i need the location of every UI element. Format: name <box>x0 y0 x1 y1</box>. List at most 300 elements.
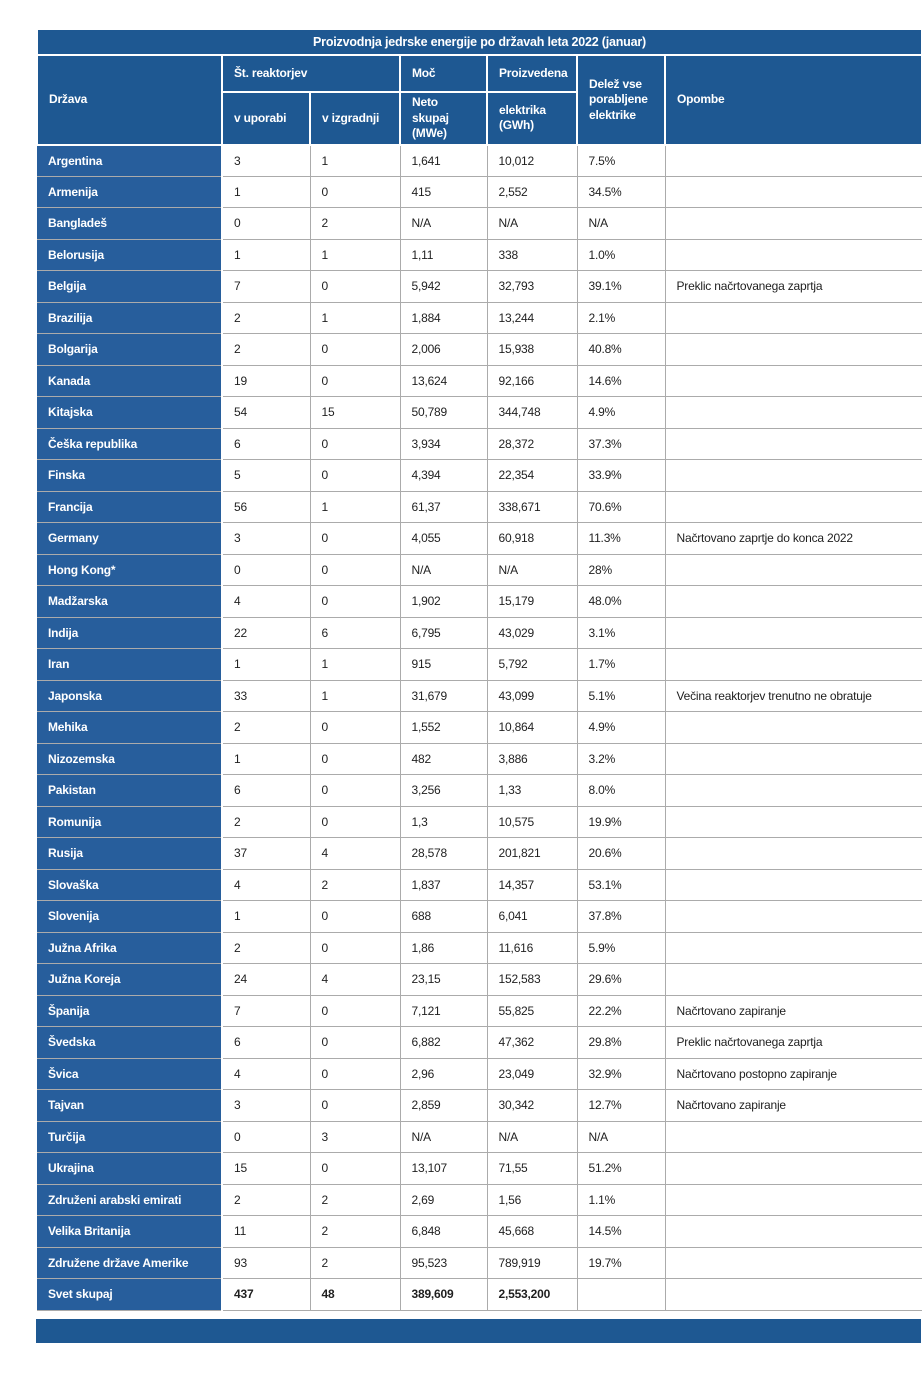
value-cell: 3.1% <box>577 617 665 649</box>
value-cell: 19.9% <box>577 806 665 838</box>
nuclear-energy-table <box>36 28 922 1311</box>
note-cell <box>665 554 922 586</box>
value-cell: 13,107 <box>400 1153 487 1185</box>
table-row <box>37 491 922 523</box>
value-cell: 3 <box>222 145 310 177</box>
value-cell: 2 <box>310 869 400 901</box>
note-cell <box>665 1247 922 1279</box>
value-cell: N/A <box>400 554 487 586</box>
value-cell: 4,055 <box>400 523 487 555</box>
value-cell: 2,96 <box>400 1058 487 1090</box>
value-cell: 11,616 <box>487 932 577 964</box>
value-cell: 2 <box>222 932 310 964</box>
value-cell: 1,86 <box>400 932 487 964</box>
country-cell: Mehika <box>37 712 222 744</box>
table-row <box>37 1247 922 1279</box>
note-cell: Preklic načrtovanega zaprtja <box>665 271 922 303</box>
table-row <box>37 680 922 712</box>
value-cell: 7 <box>222 995 310 1027</box>
table-row <box>37 649 922 681</box>
value-cell: 4 <box>310 964 400 996</box>
value-cell: N/A <box>487 1121 577 1153</box>
note-cell <box>665 460 922 492</box>
note-cell: Načrtovano zaprtje do konca 2022 <box>665 523 922 555</box>
value-cell: 2 <box>310 1216 400 1248</box>
value-cell: 6,795 <box>400 617 487 649</box>
value-cell: 1,552 <box>400 712 487 744</box>
value-cell: 40.8% <box>577 334 665 366</box>
value-cell: 20.6% <box>577 838 665 870</box>
col-header-in-use: v uporabi <box>222 92 310 145</box>
note-cell <box>665 239 922 271</box>
total-row <box>37 1279 922 1311</box>
table-row <box>37 334 922 366</box>
value-cell: 415 <box>400 176 487 208</box>
value-cell: 5,942 <box>400 271 487 303</box>
value-cell: 19 <box>222 365 310 397</box>
value-cell: 0 <box>310 712 400 744</box>
value-cell: 0 <box>310 271 400 303</box>
value-cell: 0 <box>310 1090 400 1122</box>
value-cell: 3 <box>222 1090 310 1122</box>
value-cell: 33 <box>222 680 310 712</box>
value-cell: 482 <box>400 743 487 775</box>
note-cell <box>665 964 922 996</box>
value-cell: 2 <box>310 1247 400 1279</box>
value-cell: N/A <box>577 208 665 240</box>
value-cell: 4,394 <box>400 460 487 492</box>
table-row <box>37 428 922 460</box>
note-cell <box>665 712 922 744</box>
value-cell: 92,166 <box>487 365 577 397</box>
value-cell: 2,552 <box>487 176 577 208</box>
col-header-notes: Opombe <box>665 55 922 145</box>
note-cell <box>665 869 922 901</box>
value-cell: 0 <box>310 460 400 492</box>
value-cell: 0 <box>310 334 400 366</box>
value-cell: 47,362 <box>487 1027 577 1059</box>
value-cell: 29.8% <box>577 1027 665 1059</box>
country-cell: Kitajska <box>37 397 222 429</box>
value-cell: 344,748 <box>487 397 577 429</box>
value-cell: 1 <box>222 743 310 775</box>
value-cell: 0 <box>310 586 400 618</box>
value-cell: 0 <box>310 995 400 1027</box>
value-cell: 0 <box>310 1058 400 1090</box>
value-cell: 51.2% <box>577 1153 665 1185</box>
note-cell <box>665 1279 922 1311</box>
note-cell <box>665 334 922 366</box>
note-cell: Preklic načrtovanega zaprtja <box>665 1027 922 1059</box>
value-cell: 4 <box>222 869 310 901</box>
value-cell: 7 <box>222 271 310 303</box>
value-cell: 3 <box>222 523 310 555</box>
value-cell: 0 <box>222 208 310 240</box>
value-cell: 29.6% <box>577 964 665 996</box>
value-cell: 60,918 <box>487 523 577 555</box>
value-cell: 1 <box>310 145 400 177</box>
value-cell: 0 <box>222 1121 310 1153</box>
table-header <box>37 29 922 145</box>
value-cell: 0 <box>310 365 400 397</box>
value-cell: 43,029 <box>487 617 577 649</box>
value-cell: 45,668 <box>487 1216 577 1248</box>
value-cell: 11 <box>222 1216 310 1248</box>
country-cell: Hong Kong* <box>37 554 222 586</box>
table-row <box>37 995 922 1027</box>
table-body <box>37 145 922 1311</box>
value-cell: 3 <box>310 1121 400 1153</box>
value-cell: 152,583 <box>487 964 577 996</box>
country-cell: Bolgarija <box>37 334 222 366</box>
country-cell: Švedska <box>37 1027 222 1059</box>
value-cell: 1 <box>310 649 400 681</box>
value-cell: 338 <box>487 239 577 271</box>
country-cell: Združene države Amerike <box>37 1247 222 1279</box>
note-cell: Načrtovano zapiranje <box>665 995 922 1027</box>
value-cell: 2 <box>222 302 310 334</box>
note-cell <box>665 145 922 177</box>
value-cell: 1,837 <box>400 869 487 901</box>
value-cell: 2,553,200 <box>487 1279 577 1311</box>
value-cell: 1,884 <box>400 302 487 334</box>
table-row <box>37 1153 922 1185</box>
value-cell: 2.1% <box>577 302 665 334</box>
value-cell: 14.6% <box>577 365 665 397</box>
value-cell: N/A <box>487 208 577 240</box>
value-cell: 1 <box>310 302 400 334</box>
value-cell: 2,006 <box>400 334 487 366</box>
value-cell: 22 <box>222 617 310 649</box>
note-cell <box>665 397 922 429</box>
country-cell: Velika Britanija <box>37 1216 222 1248</box>
note-cell <box>665 1184 922 1216</box>
value-cell: 1,3 <box>400 806 487 838</box>
value-cell: N/A <box>400 1121 487 1153</box>
value-cell: 1 <box>310 239 400 271</box>
value-cell: 10,012 <box>487 145 577 177</box>
value-cell: 6 <box>222 1027 310 1059</box>
value-cell: 0 <box>310 176 400 208</box>
value-cell: N/A <box>400 208 487 240</box>
value-cell: 789,919 <box>487 1247 577 1279</box>
country-cell: Armenija <box>37 176 222 208</box>
value-cell: 0 <box>310 743 400 775</box>
table-row <box>37 901 922 933</box>
value-cell: 10,864 <box>487 712 577 744</box>
country-cell: Kanada <box>37 365 222 397</box>
value-cell: 6,848 <box>400 1216 487 1248</box>
value-cell: 4 <box>310 838 400 870</box>
table-row <box>37 145 922 177</box>
value-cell: 11.3% <box>577 523 665 555</box>
table-row <box>37 1058 922 1090</box>
country-cell: Tajvan <box>37 1090 222 1122</box>
col-header-electricity: elektrika (GWh) <box>487 92 577 145</box>
note-cell <box>665 775 922 807</box>
note-cell <box>665 208 922 240</box>
note-cell <box>665 365 922 397</box>
value-cell: 15,938 <box>487 334 577 366</box>
value-cell: 6 <box>222 428 310 460</box>
value-cell: 1 <box>222 239 310 271</box>
value-cell: 1.7% <box>577 649 665 681</box>
value-cell: 37 <box>222 838 310 870</box>
value-cell: 54 <box>222 397 310 429</box>
table-row <box>37 523 922 555</box>
value-cell: 43,099 <box>487 680 577 712</box>
value-cell: 32,793 <box>487 271 577 303</box>
table-row <box>37 208 922 240</box>
value-cell: 48.0% <box>577 586 665 618</box>
table-row <box>37 1184 922 1216</box>
value-cell: N/A <box>577 1121 665 1153</box>
value-cell: 6,041 <box>487 901 577 933</box>
country-cell: Švica <box>37 1058 222 1090</box>
value-cell: 95,523 <box>400 1247 487 1279</box>
country-cell: Belgija <box>37 271 222 303</box>
table-row <box>37 239 922 271</box>
country-cell: Južna Afrika <box>37 932 222 964</box>
value-cell: 2 <box>222 334 310 366</box>
value-cell: 5,792 <box>487 649 577 681</box>
title-row <box>37 29 922 55</box>
note-cell <box>665 1121 922 1153</box>
value-cell: 28,372 <box>487 428 577 460</box>
note-cell <box>665 1216 922 1248</box>
value-cell: 338,671 <box>487 491 577 523</box>
value-cell: 2 <box>222 1184 310 1216</box>
country-cell: Brazilija <box>37 302 222 334</box>
table-row <box>37 932 922 964</box>
value-cell: 0 <box>310 1153 400 1185</box>
value-cell: 1 <box>310 491 400 523</box>
country-cell: Španija <box>37 995 222 1027</box>
note-cell <box>665 176 922 208</box>
value-cell: 8.0% <box>577 775 665 807</box>
col-header-net-total: Neto skupaj (MWe) <box>400 92 487 145</box>
value-cell: 0 <box>310 1027 400 1059</box>
header-row-1 <box>37 55 922 92</box>
country-cell: Turčija <box>37 1121 222 1153</box>
note-cell <box>665 901 922 933</box>
value-cell: 55,825 <box>487 995 577 1027</box>
value-cell: 71,55 <box>487 1153 577 1185</box>
value-cell: 32.9% <box>577 1058 665 1090</box>
note-cell: Večina reaktorjev trenutno ne obratuje <box>665 680 922 712</box>
table-row <box>37 460 922 492</box>
table-row <box>37 302 922 334</box>
value-cell: 6 <box>222 775 310 807</box>
value-cell: 48 <box>310 1279 400 1311</box>
value-cell: 15,179 <box>487 586 577 618</box>
note-cell <box>665 932 922 964</box>
value-cell: 2,69 <box>400 1184 487 1216</box>
value-cell: 14.5% <box>577 1216 665 1248</box>
country-cell: Francija <box>37 491 222 523</box>
note-cell <box>665 806 922 838</box>
value-cell: 24 <box>222 964 310 996</box>
country-cell: Svet skupaj <box>37 1279 222 1311</box>
value-cell: 15 <box>310 397 400 429</box>
value-cell: 6 <box>310 617 400 649</box>
country-cell: Indija <box>37 617 222 649</box>
value-cell: 201,821 <box>487 838 577 870</box>
note-cell <box>665 586 922 618</box>
table-row <box>37 271 922 303</box>
table-row <box>37 775 922 807</box>
country-cell: Združeni arabski emirati <box>37 1184 222 1216</box>
country-cell: Madžarska <box>37 586 222 618</box>
value-cell: 23,15 <box>400 964 487 996</box>
value-cell: 22.2% <box>577 995 665 1027</box>
note-cell: Načrtovano postopno zapiranje <box>665 1058 922 1090</box>
country-cell: Slovaška <box>37 869 222 901</box>
country-cell: Nizozemska <box>37 743 222 775</box>
note-cell <box>665 1153 922 1185</box>
table-row <box>37 1121 922 1153</box>
note-cell <box>665 617 922 649</box>
value-cell: 30,342 <box>487 1090 577 1122</box>
value-cell: 0 <box>310 932 400 964</box>
value-cell: 1 <box>222 176 310 208</box>
value-cell: 50,789 <box>400 397 487 429</box>
value-cell: 1,902 <box>400 586 487 618</box>
note-cell <box>665 491 922 523</box>
value-cell: 2 <box>222 806 310 838</box>
country-cell: Iran <box>37 649 222 681</box>
value-cell: 2,859 <box>400 1090 487 1122</box>
country-cell: Belorusija <box>37 239 222 271</box>
table-row <box>37 743 922 775</box>
table-row <box>37 397 922 429</box>
value-cell: 389,609 <box>400 1279 487 1311</box>
country-cell: Pakistan <box>37 775 222 807</box>
value-cell: 2 <box>310 208 400 240</box>
col-header-power: Moč <box>400 55 487 92</box>
table-row <box>37 1027 922 1059</box>
country-cell: Slovenija <box>37 901 222 933</box>
value-cell: 28% <box>577 554 665 586</box>
value-cell: 31,679 <box>400 680 487 712</box>
note-cell <box>665 428 922 460</box>
value-cell: 93 <box>222 1247 310 1279</box>
value-cell: 28,578 <box>400 838 487 870</box>
value-cell: 23,049 <box>487 1058 577 1090</box>
value-cell: 0 <box>310 775 400 807</box>
table-row <box>37 617 922 649</box>
value-cell: 7.5% <box>577 145 665 177</box>
note-cell: Načrtovano zapiranje <box>665 1090 922 1122</box>
note-cell <box>665 743 922 775</box>
value-cell: 53.1% <box>577 869 665 901</box>
value-cell: 1,641 <box>400 145 487 177</box>
nuclear-energy-table-widget <box>36 28 921 1343</box>
value-cell: 1.1% <box>577 1184 665 1216</box>
value-cell: 0 <box>310 806 400 838</box>
value-cell: 0 <box>222 554 310 586</box>
country-cell: Germany <box>37 523 222 555</box>
value-cell: 3,934 <box>400 428 487 460</box>
table-row <box>37 838 922 870</box>
table-row <box>37 869 922 901</box>
value-cell: 7,121 <box>400 995 487 1027</box>
value-cell: 1 <box>310 680 400 712</box>
value-cell: 61,37 <box>400 491 487 523</box>
table-row <box>37 806 922 838</box>
value-cell: 3,886 <box>487 743 577 775</box>
note-cell <box>665 302 922 334</box>
value-cell: 34.5% <box>577 176 665 208</box>
col-header-reactors: Št. reaktorjev <box>222 55 400 92</box>
value-cell: 0 <box>310 428 400 460</box>
value-cell: 1 <box>222 649 310 681</box>
table-row <box>37 712 922 744</box>
value-cell: 915 <box>400 649 487 681</box>
country-cell: Južna Koreja <box>37 964 222 996</box>
value-cell: 33.9% <box>577 460 665 492</box>
table-row <box>37 586 922 618</box>
value-cell: 3,256 <box>400 775 487 807</box>
value-cell: 437 <box>222 1279 310 1311</box>
value-cell: 688 <box>400 901 487 933</box>
col-header-in-construction: v izgradnji <box>310 92 400 145</box>
table-row <box>37 554 922 586</box>
country-cell: Japonska <box>37 680 222 712</box>
value-cell: 3.2% <box>577 743 665 775</box>
value-cell: 37.8% <box>577 901 665 933</box>
country-cell: Češka republika <box>37 428 222 460</box>
col-header-produced: Proizvedena <box>487 55 577 92</box>
value-cell: 37.3% <box>577 428 665 460</box>
value-cell: 22,354 <box>487 460 577 492</box>
value-cell: 14,357 <box>487 869 577 901</box>
note-cell <box>665 649 922 681</box>
value-cell: 70.6% <box>577 491 665 523</box>
value-cell: 2 <box>310 1184 400 1216</box>
value-cell: 0 <box>310 901 400 933</box>
value-cell: 1 <box>222 901 310 933</box>
note-cell <box>665 838 922 870</box>
value-cell: 4 <box>222 1058 310 1090</box>
value-cell: 2 <box>222 712 310 744</box>
table-row <box>37 1216 922 1248</box>
value-cell: 4.9% <box>577 397 665 429</box>
value-cell: 5 <box>222 460 310 492</box>
country-cell: Bangladeš <box>37 208 222 240</box>
value-cell: 56 <box>222 491 310 523</box>
value-cell: 0 <box>310 554 400 586</box>
value-cell: 4.9% <box>577 712 665 744</box>
value-cell: 12.7% <box>577 1090 665 1122</box>
value-cell: 4 <box>222 586 310 618</box>
value-cell: 13,624 <box>400 365 487 397</box>
col-header-share: Delež vse porabljene elektrike <box>577 55 665 145</box>
table-title: Proizvodnja jedrske energije po državah leta 2022 (januar) <box>37 29 922 55</box>
value-cell: 1,33 <box>487 775 577 807</box>
country-cell: Rusija <box>37 838 222 870</box>
value-cell: 13,244 <box>487 302 577 334</box>
value-cell: 10,575 <box>487 806 577 838</box>
footer-bar <box>36 1319 921 1343</box>
value-cell <box>577 1279 665 1311</box>
value-cell: 15 <box>222 1153 310 1185</box>
value-cell: 1.0% <box>577 239 665 271</box>
table-row <box>37 365 922 397</box>
table-row <box>37 176 922 208</box>
col-header-country: Država <box>37 55 222 145</box>
value-cell: 1,56 <box>487 1184 577 1216</box>
